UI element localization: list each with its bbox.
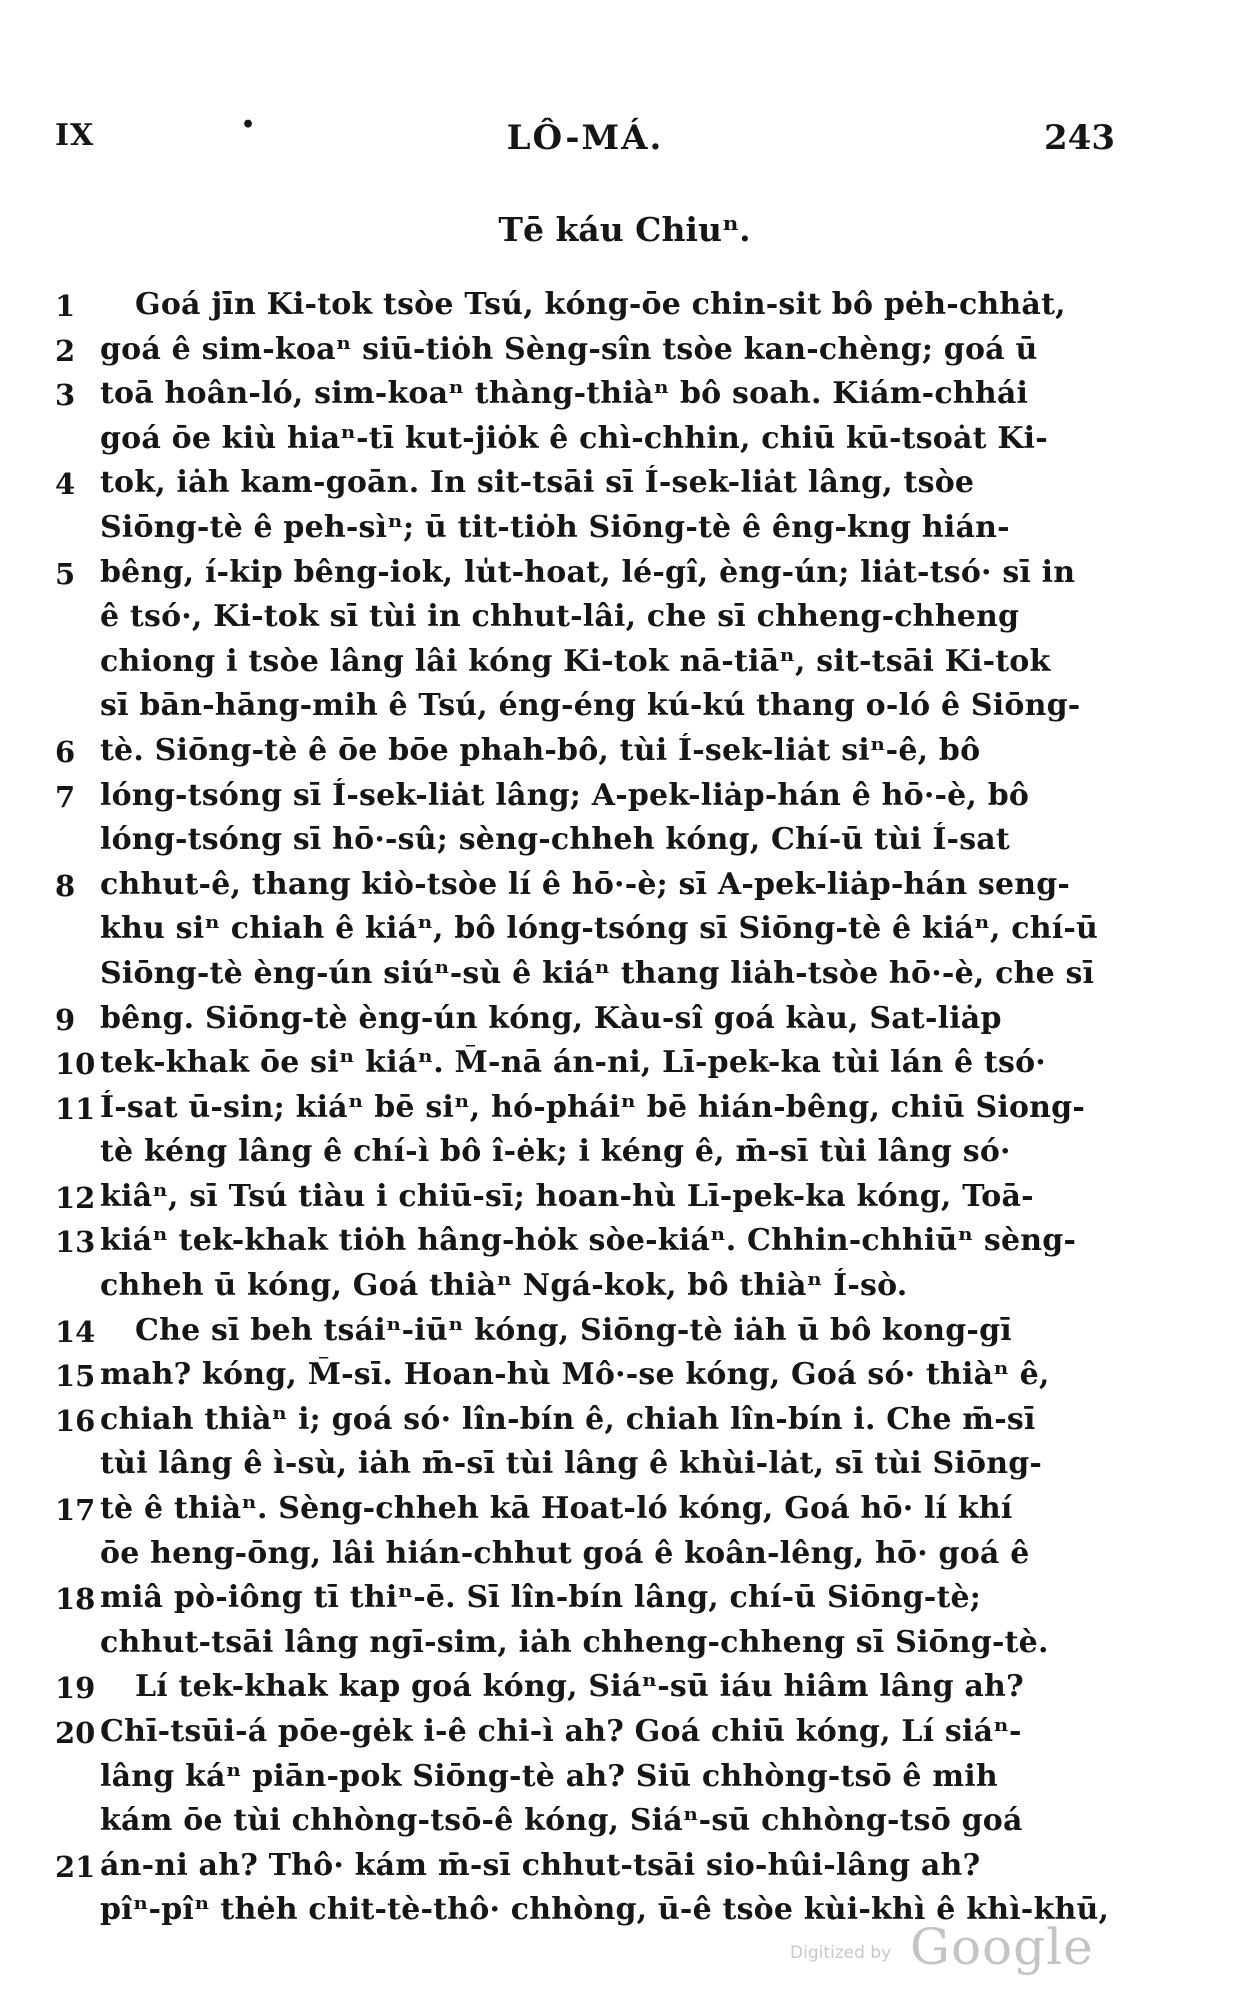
verse-number: 13 bbox=[55, 1225, 96, 1260]
line-text: goá ê sim-koaⁿ siū-tiȯh Sèng-sîn tsòe kan-chèng; goá ū bbox=[100, 331, 1038, 367]
line-text: tok, iȧh kam-goān. In sit-tsāi sī Í-sek-liȧt lâng, tsòe bbox=[100, 465, 975, 501]
text-line bbox=[0, 774, 1249, 819]
text-line bbox=[0, 1353, 1249, 1398]
book-title: LÔ-MÁ. bbox=[506, 118, 664, 158]
line-text: tùi lâng ê ì-sù, iȧh m̄-sī tùi lâng ê khùi-lȧt, sī tùi Siōng- bbox=[100, 1446, 1043, 1482]
text-line bbox=[0, 684, 1249, 729]
text-line bbox=[0, 952, 1249, 997]
text-line bbox=[0, 461, 1249, 506]
line-text: Goá jīn Ki-tok tsòe Tsú, kóng-ōe chin-sit bô pėh-chhȧt, bbox=[135, 287, 1066, 322]
text-line bbox=[0, 1219, 1249, 1264]
line-text: Siōng-tè èng-ún siúⁿ-sù ê kiáⁿ thang liȧh-tsòe hō·-è, che sī bbox=[100, 955, 1095, 991]
text-line bbox=[0, 283, 1249, 328]
text-line bbox=[0, 372, 1249, 417]
verse-number: 5 bbox=[55, 556, 76, 591]
verse-text-block bbox=[0, 283, 1249, 1933]
line-text: miâ pò-iông tī thiⁿ-ē. Sī lîn-bín lâng, chí-ū Siōng-tè; bbox=[100, 1580, 982, 1616]
text-line bbox=[0, 729, 1249, 774]
verse-number: 10 bbox=[55, 1047, 96, 1082]
verse-number: 16 bbox=[55, 1403, 96, 1438]
line-text: kiáⁿ tek-khak tiȯh hâng-hȯk sòe-kiáⁿ. Chhin-chhiūⁿ sèng- bbox=[100, 1223, 1077, 1259]
verse-number: 11 bbox=[55, 1091, 96, 1126]
line-text: chiah thiàⁿ i; goá só· lîn-bín ê, chiah lîn-bín i. Che m̄-sī bbox=[100, 1401, 1036, 1437]
header-dot: • bbox=[241, 112, 256, 138]
line-text: kiâⁿ, sī Tsú tiàu i chiū-sī; hoan-hù Lī-pek-ka kóng, Toā- bbox=[100, 1178, 1034, 1214]
chapter-heading: Tē káu Chiuⁿ. bbox=[498, 210, 751, 249]
text-line bbox=[0, 1309, 1249, 1354]
verse-number: 19 bbox=[55, 1671, 96, 1706]
text-line bbox=[0, 1844, 1249, 1889]
verse-number: 14 bbox=[55, 1314, 96, 1349]
text-line bbox=[0, 1041, 1249, 1086]
line-text: tek-khak ōe siⁿ kiáⁿ. M̄-nā án-ni, Lī-pek-ka tùi lán ê tsó· bbox=[100, 1045, 1046, 1081]
line-text: tè ê thiàⁿ. Sèng-chheh kā Hoat-ló kóng, Goá hō· lí khí bbox=[100, 1491, 1013, 1527]
text-line bbox=[0, 551, 1249, 596]
digitized-watermark bbox=[790, 1918, 1094, 1978]
page-number: 243 bbox=[1044, 118, 1115, 158]
line-text: goá ōe kiù hiaⁿ-tī kut-jiȯk ê chì-chhin, chiū kū-tsoȧt Ki- bbox=[100, 420, 1048, 456]
text-line bbox=[0, 640, 1249, 685]
line-text: Siōng-tè ê peh-sìⁿ; ū tit-tiȯh Siōng-tè ê êng-kng hián- bbox=[100, 509, 1010, 545]
text-line bbox=[0, 1799, 1249, 1844]
verse-number: 20 bbox=[55, 1716, 96, 1750]
line-text: án-ni ah? Thô· kám m̄-sī chhut-tsāi sio-hûi-lâng ah? bbox=[100, 1847, 981, 1883]
line-text: ōe heng-ōng, lâi hián-chhut goá ê koân-lêng, hō· goá ê bbox=[100, 1535, 1030, 1571]
chapter-numeral: IX bbox=[55, 118, 95, 153]
text-line bbox=[0, 997, 1249, 1042]
verse-number: 3 bbox=[55, 378, 76, 413]
text-line bbox=[0, 818, 1249, 863]
text-line bbox=[0, 1130, 1249, 1175]
line-text: Che sī beh tsáiⁿ-iūⁿ kóng, Siōng-tè iȧh ū bô kong-gī bbox=[135, 1312, 1012, 1348]
line-text: bêng. Siōng-tè èng-ún kóng, Kàu-sî goá kàu, Sat-liȧp bbox=[100, 1000, 1002, 1036]
line-text: tè. Siōng-tè ê ōe bōe phah-bô, tùi Í-sek-liȧt siⁿ-ê, bô bbox=[100, 732, 981, 768]
text-line bbox=[0, 1576, 1249, 1621]
text-line bbox=[0, 328, 1249, 373]
text-line bbox=[0, 506, 1249, 551]
line-text: khu siⁿ chiah ê kiáⁿ, bô lóng-tsóng sī Siōng-tè ê kiáⁿ, chí-ū bbox=[100, 911, 1098, 947]
text-line bbox=[0, 1710, 1249, 1755]
verse-number: 17 bbox=[55, 1493, 96, 1528]
line-text: pîⁿ-pîⁿ thėh chit-tè-thô· chhòng, ū-ê tsòe kùi-khì ê khì-khū, bbox=[100, 1892, 1110, 1928]
verse-number: 9 bbox=[55, 1002, 76, 1037]
text-line bbox=[0, 595, 1249, 640]
line-text: Lí tek-khak kap goá kóng, Siáⁿ-sū iáu hiâm lâng ah? bbox=[135, 1669, 1024, 1705]
verse-number: 8 bbox=[55, 868, 76, 903]
text-line bbox=[0, 1621, 1249, 1666]
verse-number: 7 bbox=[55, 779, 76, 814]
verse-number: 6 bbox=[55, 734, 76, 769]
text-line bbox=[0, 1086, 1249, 1131]
line-text: lóng-tsóng sī Í-sek-liȧt lâng; A-pek-liȧp-hán ê hō·-è, bô bbox=[100, 777, 1030, 813]
line-text: kám ōe tùi chhòng-tsō-ê kóng, Siáⁿ-sū chhòng-tsō goá bbox=[100, 1803, 1023, 1839]
line-text: mah? kóng, M̄-sī. Hoan-hù Mô·-se kóng, Goá só· thiàⁿ ê, bbox=[100, 1357, 1050, 1393]
text-line bbox=[0, 417, 1249, 462]
line-text: chheh ū kóng, Goá thiàⁿ Ngá-kok, bô thiàⁿ Í-sò. bbox=[100, 1268, 908, 1304]
verse-number: 1 bbox=[55, 289, 76, 323]
text-line bbox=[0, 1755, 1249, 1800]
line-text: Chī-tsūi-á pōe-gėk i-ê chi-ì ah? Goá chiū kóng, Lí siáⁿ- bbox=[100, 1714, 1022, 1749]
text-line bbox=[0, 1532, 1249, 1577]
line-text: bêng, í-kip bêng-iok, lu̍t-hoat, lé-gî, èng-ún; liȧt-tsó· sī in bbox=[100, 554, 1076, 590]
line-text: lóng-tsóng sī hō·-sû; sèng-chheh kóng, Chí-ū tùi Í-sat bbox=[100, 822, 1010, 858]
line-text: lâng káⁿ piān-pok Siōng-tè ah? Siū chhòng-tsō ê mih bbox=[100, 1758, 998, 1794]
verse-number: 12 bbox=[55, 1180, 96, 1215]
line-text: Í-sat ū-sin; kiáⁿ bē siⁿ, hó-pháiⁿ bē hián-bêng, chiū Siong- bbox=[100, 1089, 1085, 1125]
text-line bbox=[0, 1398, 1249, 1443]
verse-number: 4 bbox=[55, 467, 76, 502]
google-watermark-logo: Google bbox=[910, 1918, 1094, 1976]
line-text: toā hoân-ló, sim-koaⁿ thàng-thiàⁿ bô soah. Kiám-chhái bbox=[100, 376, 1029, 412]
line-text: tè kéng lâng ê chí-ì bô î-ėk; i kéng ê, m̄-sī tùi lâng só· bbox=[100, 1134, 1011, 1170]
text-line bbox=[0, 1487, 1249, 1532]
text-line bbox=[0, 1175, 1249, 1220]
running-header bbox=[55, 112, 1115, 168]
text-line bbox=[0, 1264, 1249, 1309]
verse-number: 15 bbox=[55, 1359, 96, 1394]
line-text: sī bān-hāng-mih ê Tsú, éng-éng kú-kú thang o-ló ê Siōng- bbox=[100, 688, 1081, 724]
line-text: chiong i tsòe lâng lâi kóng Ki-tok nā-tiāⁿ, sit-tsāi Ki-tok bbox=[100, 643, 1051, 679]
text-line bbox=[0, 907, 1249, 952]
text-line bbox=[0, 1665, 1249, 1710]
text-line bbox=[0, 1442, 1249, 1487]
text-line bbox=[0, 863, 1249, 908]
line-text: chhut-ê, thang kiò-tsòe lí ê hō·-è; sī A-pek-liȧp-hán seng- bbox=[100, 866, 1071, 902]
verse-number: 18 bbox=[55, 1582, 96, 1617]
verse-number: 2 bbox=[55, 333, 76, 368]
line-text: chhut-tsāi lâng ngī-sim, iȧh chheng-chheng sī Siōng-tè. bbox=[100, 1624, 1049, 1660]
line-text: ê tsó·, Ki-tok sī tùi in chhut-lâi, che sī chheng-chheng bbox=[100, 599, 1020, 635]
verse-number: 21 bbox=[55, 1849, 96, 1884]
digitized-by-label: Digitized by bbox=[790, 1943, 892, 1963]
